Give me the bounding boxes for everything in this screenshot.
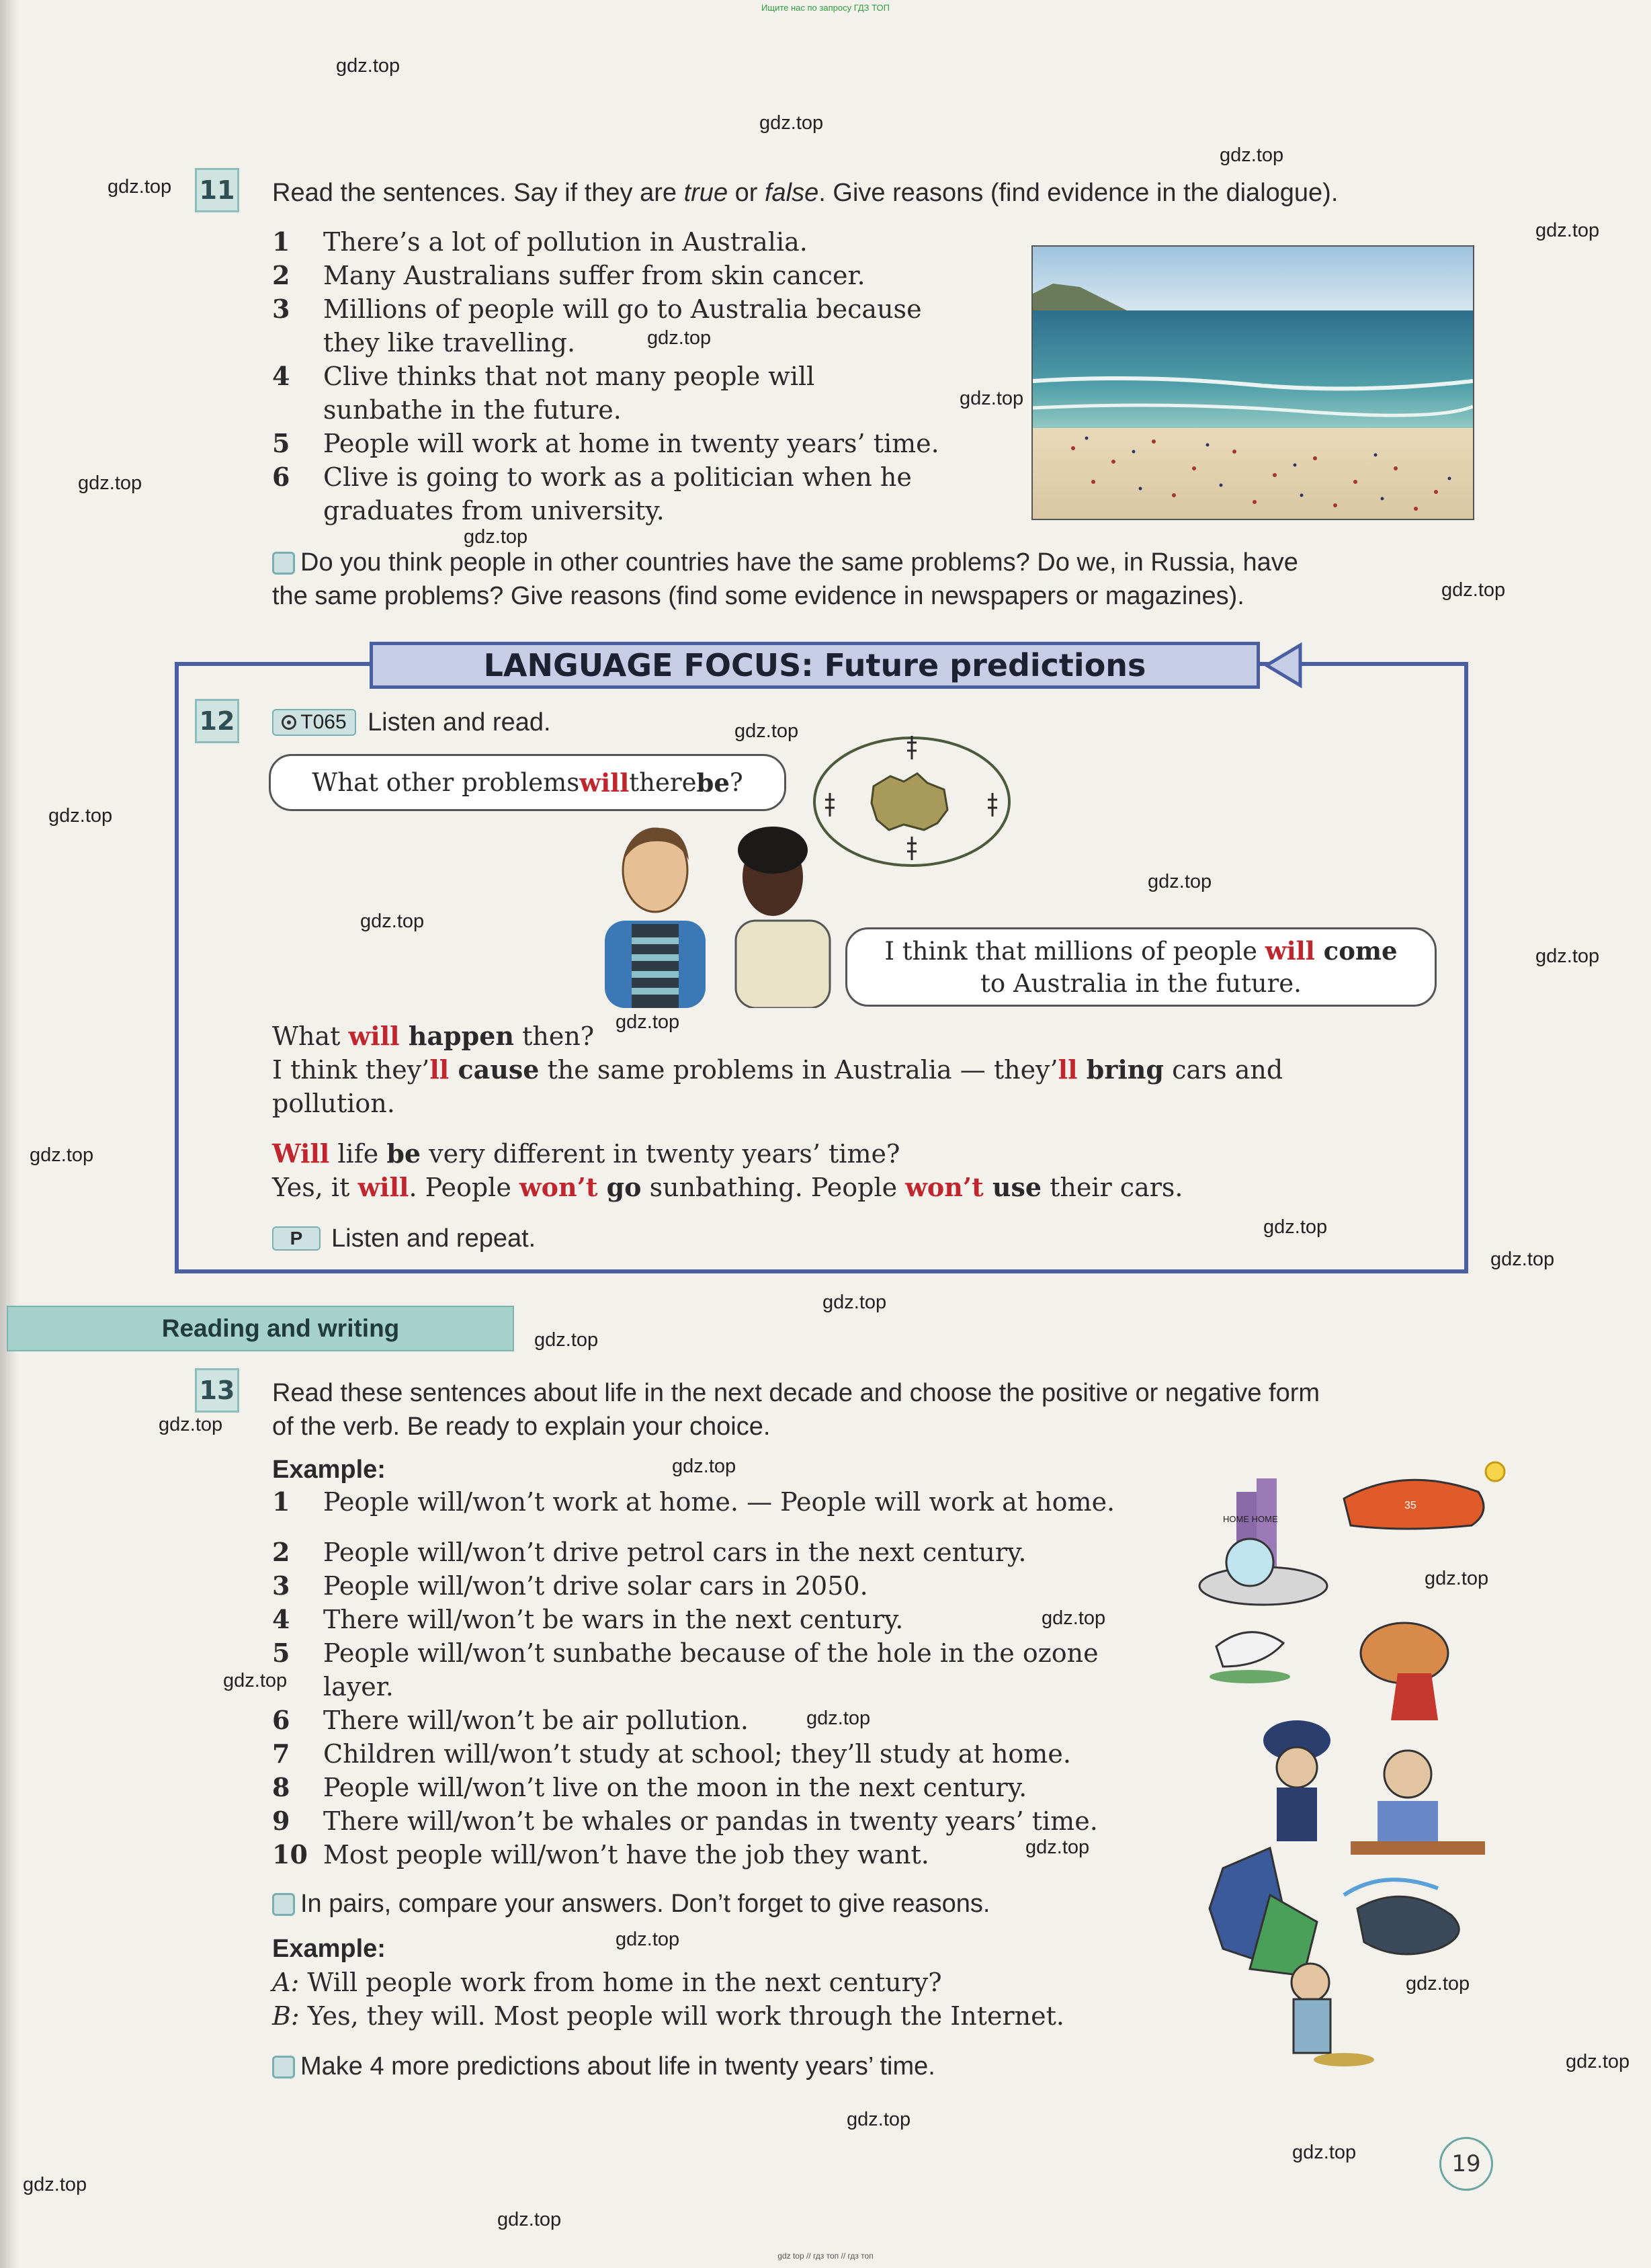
section-tab-reading-writing: Reading and writing [7,1306,514,1351]
watermark: gdz.top [1220,144,1284,166]
two-boys-illustration [591,813,847,1008]
watermark: gdz.top [616,1011,680,1033]
watermark: gdz.top [806,1708,871,1729]
watermark: gdz.top [108,176,172,198]
watermark: gdz.top [1441,579,1506,601]
watermark: gdz.top [734,720,799,742]
task-square-icon [272,2056,295,2078]
bottom-note: gdz top // гдз топ // гдз топ [777,2251,874,2261]
exercise-13-instruction: Read these sentences about life in the next decade and choose the positive or negative form of the verb. Be ready to explain your choice. [272,1379,1320,1441]
focus-dialogue [272,1019,1455,1214]
dialogue-line-a: A: Will people work from home in the next century? [272,1968,942,1997]
watermark: gdz.top [497,2209,562,2230]
language-focus-title: LANGUAGE FOCUS: Future predictions [370,642,1260,689]
svg-text:35: 35 [1404,1500,1416,1511]
audio-track-badge[interactable] [272,709,356,736]
example-dialogue [272,1966,1213,2033]
dialogue-line: Will life be very different in twenty years’ time? [272,1138,900,1169]
watermark: gdz.top [48,805,113,827]
watermark: gdz.top [1406,1973,1470,1994]
dialogue-line: Yes, it will. People won’t go sunbathing. People won’t use their cars. [272,1172,1183,1202]
exercise-13-list: 1 People will/won’t work at home. — People will work at home. 2 People will/won’t drive petrol cars in the next century. 3 People will/won’t drive solar cars in 2050. 4 There will/won’t be wars in the next century. 5 People will/won’t sunbathe because of the hole in the ozone layer. 6 There will/won’t be air pollution. 7 Children will/won’t study at school; they’ll study at home. 8 People will/won’t live on the moon in the next century. 9 There will/won’t be whales or pandas in twenty years’ time. 10 Most people will/won’t have the job they want. [272,1486,1115,1870]
dialogue-line-b: B: Yes, they will. Most people will work through the Internet. [272,2001,1064,2031]
watermark: gdz.top [672,1456,736,1477]
watermark: gdz.top [223,1670,288,1691]
watermark: gdz.top [534,1329,599,1351]
exercise-11-number: 11 [195,168,239,212]
watermark: gdz.top [23,2174,87,2195]
pairs-task: In pairs, compare your answers. Don’t forget to give reasons. [272,1887,990,1921]
exercise-13-number: 13 [195,1368,239,1413]
task-square-icon [272,552,295,575]
watermark: gdz.top [759,112,824,134]
watermark: gdz.top [1148,871,1212,892]
p-badge: P [272,1226,321,1251]
watermark: gdz.top [960,388,1024,409]
exercise-12-number: 12 [195,699,239,743]
listen-repeat-text: Listen and repeat. [331,1224,536,1253]
audio-track-label: T065 [300,711,347,733]
top-note: Ищите нас по запросу ГДЗ ТОП [761,3,890,13]
watermark: gdz.top [1535,946,1600,967]
example-label: Example: [272,1456,386,1484]
watermark: gdz.top [1535,220,1600,241]
beach-photo [1031,245,1474,520]
watermark: gdz.top [1042,1607,1106,1629]
ufo-sign-text: HOME HOME [1223,1514,1278,1524]
speech-bubble-answer: I think that millions of people will come to Australia in the future. [845,927,1437,1007]
exercise-11-instruction: Read the sentences. Say if they are true or false. Give reasons (find evidence in the dialogue). [272,179,1339,207]
watermark: gdz.top [847,2109,911,2130]
page-gutter-shadow [0,0,19,2268]
dialogue-line: What will happen then? [272,1021,595,1051]
exercise-11-followup: Do you think people in other countries have the same problems? Do we, in Russia, have the same problems? Give reasons (find some evidence in newspapers or magazines). [272,548,1298,610]
dialogue-line: pollution. [272,1089,395,1118]
page-number: 19 [1439,2137,1493,2191]
watermark: gdz.top [1425,1568,1489,1589]
speech-bubble-question: What other problems will there be ? [269,754,786,811]
watermark: gdz.top [822,1292,887,1313]
watermark: gdz.top [647,327,712,349]
watermark: gdz.top [1025,1837,1090,1858]
task-square-icon [272,1893,295,1916]
dialogue-line: I think they’ll cause the same problems in Australia — they’ll bring cars and [272,1054,1283,1085]
watermark: gdz.top [336,55,400,77]
watermark: gdz.top [30,1144,94,1166]
example2-label: Example: [272,1935,386,1963]
watermark: gdz.top [1292,2142,1357,2163]
exercise-12-instruction: Listen and read. [368,708,551,737]
audio-disc-icon [282,715,296,730]
watermark: gdz.top [159,1414,223,1435]
watermark: gdz.top [1566,2051,1630,2072]
watermark: gdz.top [78,472,142,494]
watermark: gdz.top [616,1929,680,1950]
arrow-left-icon [1263,642,1304,689]
watermark: gdz.top [1490,1249,1555,1270]
watermark: gdz.top [360,911,425,932]
make-more-task: Make 4 more predictions about life in twenty years’ time. [272,2050,935,2083]
watermark: gdz.top [464,526,528,548]
exercise-11-list: 1 There’s a lot of pollution in Australia. 2 Many Australians suffer from skin cancer. 3 Millions of people will go to Australia because they like travelling. 4 Clive thinks that not many people will sunbathe in the future. 5 People will work at home in twenty years’ time. 6 Clive is going to work as a politician when he graduates from university. [272,226,939,526]
watermark: gdz.top [1263,1216,1328,1238]
